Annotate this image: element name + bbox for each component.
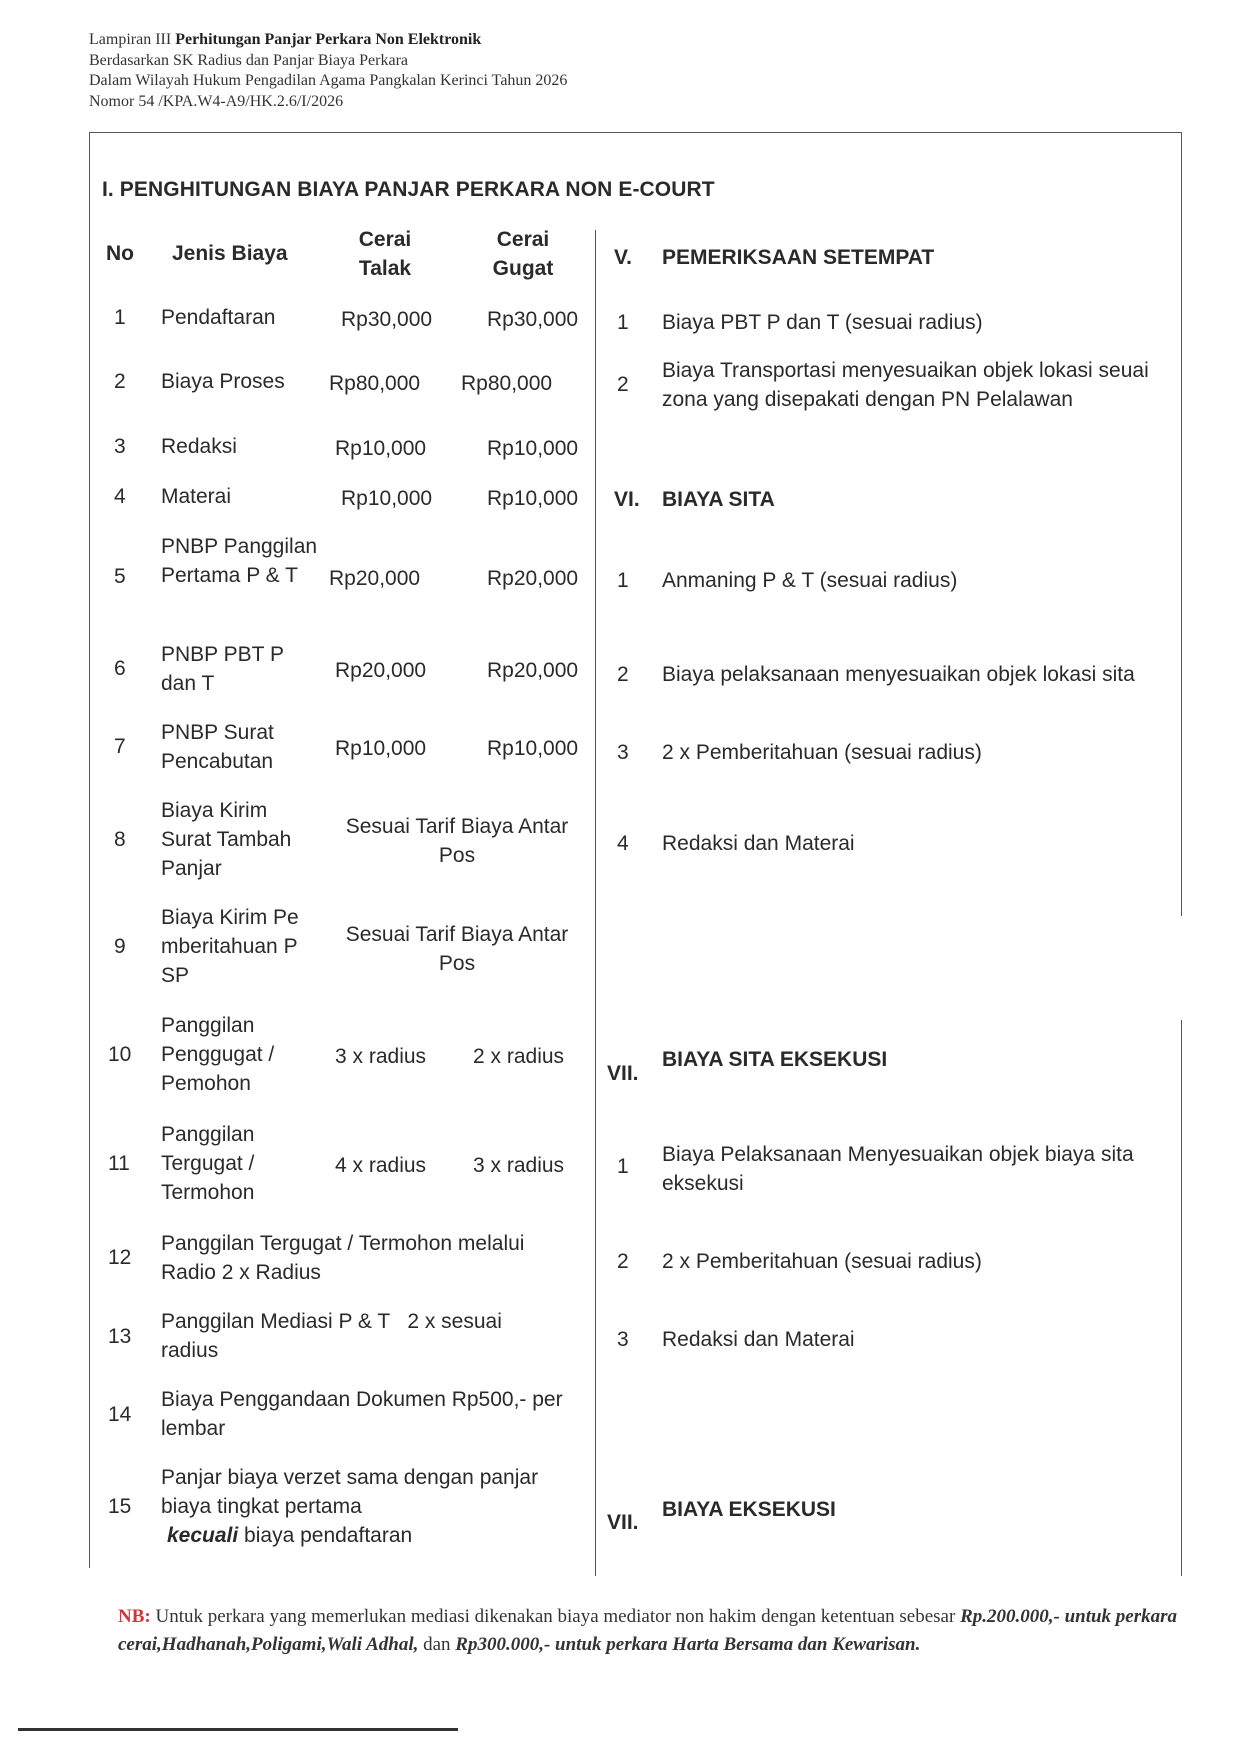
section-v-item-1-no: 1 — [617, 311, 629, 334]
row-2-jenis: Biaya Proses — [161, 370, 285, 393]
document-header — [89, 30, 567, 112]
section-v-numeral: V. — [614, 246, 632, 269]
row-7-gugat: Rp10,000 — [487, 737, 579, 760]
row-5-no: 5 — [114, 565, 126, 588]
row-2-gugat: Rp80,000 — [461, 372, 553, 395]
section-v-item-2-no: 2 — [617, 373, 629, 396]
section-vii-b-numeral: VII. — [607, 1511, 639, 1534]
row-6-no: 6 — [114, 657, 126, 680]
section-vi-item-2-no: 2 — [617, 663, 629, 686]
row-12-no: 12 — [108, 1246, 132, 1269]
row-1-jenis: Pendaftaran — [161, 306, 276, 329]
row-15-no: 15 — [108, 1495, 132, 1518]
header-title: Perhitungan Panjar Perkara Non Elektronik — [175, 31, 482, 48]
row-11-gugat: 3 x radius — [473, 1154, 565, 1177]
frame-right-border-lower — [1181, 1020, 1182, 1576]
section-vi-item-1-no: 1 — [617, 569, 629, 592]
row-11-jenis: Panggilan Tergugat / Termohon — [161, 1123, 255, 1204]
row-4-no: 4 — [114, 485, 126, 508]
row-9-jenis: Biaya Kirim Pemberitahuan PSP — [161, 906, 299, 987]
section-vi-item-2-text: Biaya pelaksanaan menyesuaikan objek lokasi sita — [662, 663, 1135, 686]
row-11-no: 11 — [108, 1152, 130, 1175]
section-title: I. PENGHITUNGAN BIAYA PANJAR PERKARA NON E-COURT — [102, 178, 715, 201]
section-vii-a-numeral: VII. — [607, 1062, 639, 1085]
footnote — [118, 1603, 1178, 1659]
row-9-no: 9 — [114, 935, 126, 958]
bottom-rule — [18, 1728, 458, 1731]
header-line-3: Dalam Wilayah Hukum Pengadilan Agama Pangkalan Kerinci Tahun 2026 — [89, 72, 568, 89]
section-v-title: PEMERIKSAAN SETEMPAT — [662, 246, 935, 269]
row-6-talak: Rp20,000 — [335, 659, 427, 682]
row-2-talak: Rp80,000 — [329, 372, 421, 395]
section-v-item-2-text: Biaya Transportasi menyesuaikan objek lokasi seuai zona yang disepakati dengan PN Pelalawan — [662, 359, 1149, 411]
row-12-text: Panggilan Tergugat / Termohon melalui Radio 2 x Radius — [161, 1232, 525, 1284]
row-5-jenis: PNBP Panggilan Pertama P & T — [161, 535, 318, 587]
row-6-jenis: PNBP PBT P dan T — [161, 643, 284, 695]
section-vi-item-4-text: Redaksi dan Materai — [662, 832, 855, 855]
footnote-label: NB: — [118, 1606, 151, 1627]
footnote-amount-1: Rp.200.000,- untuk perkara cerai,Hadhanah,Poligami,Wali Adhal, — [118, 1606, 1178, 1655]
row-8-merged: Sesuai Tarif Biaya Antar Pos — [345, 815, 569, 867]
section-vii-a-item-3-no: 3 — [617, 1328, 629, 1351]
section-vi-item-4-no: 4 — [617, 832, 629, 855]
row-7-talak: Rp10,000 — [335, 737, 427, 760]
row-3-talak: Rp10,000 — [335, 437, 427, 460]
row-10-talak: 3 x radius — [335, 1045, 427, 1068]
col-header-no: No — [106, 242, 134, 265]
section-v-item-1-text: Biaya PBT P dan T (sesuai radius) — [662, 311, 983, 334]
row-15-text — [161, 1463, 571, 1550]
section-vi-item-3-text: 2 x Pemberitahuan (sesuai radius) — [662, 741, 982, 764]
row-7-jenis: PNBP Surat Pencabutan — [161, 721, 274, 773]
row-13-text: Panggilan Mediasi P & T 2 x sesuai radius — [161, 1310, 508, 1362]
row-5-gugat: Rp20,000 — [487, 567, 579, 590]
footnote-amount-2: Rp300.000,- untuk perkara Harta Bersama dan Kewarisan. — [455, 1634, 921, 1655]
row-2-no: 2 — [114, 370, 126, 393]
row-4-talak: Rp10,000 — [341, 487, 433, 510]
row-3-jenis: Redaksi — [161, 435, 237, 458]
row-9-merged: Sesuai Tarif Biaya Antar Pos — [345, 923, 569, 975]
row-14-text: Biaya Penggandaan Dokumen Rp500,- per lembar — [161, 1388, 563, 1440]
header-line-1: Lampiran III Perhitungan Panjar Perkara Non Elektronik — [89, 31, 482, 48]
section-vi-item-1-text: Anmaning P & T (sesuai radius) — [662, 569, 958, 592]
row-5-talak: Rp20,000 — [329, 567, 421, 590]
row-1-no: 1 — [114, 306, 126, 329]
section-vii-a-item-1-text: Biaya Pelaksanaan Menyesuaikan objek biaya sita eksekusi — [662, 1143, 1134, 1195]
row-11-talak: 4 x radius — [335, 1154, 427, 1177]
frame-top-border — [89, 132, 1181, 133]
col-header-jenis: Jenis Biaya — [172, 242, 288, 265]
frame-right-border-upper — [1181, 132, 1182, 916]
footnote-text-2: dan — [418, 1634, 456, 1655]
footnote-text-1: Untuk perkara yang memerlukan mediasi dikenakan biaya mediator non hakim dengan ketentuan sebesar — [150, 1606, 956, 1627]
row-8-jenis: Biaya Kirim Surat Tambah Panjar — [161, 799, 292, 880]
col-header-talak: Cerai Talak — [358, 228, 412, 280]
row-7-no: 7 — [114, 735, 126, 758]
row-15-kecuali: kecuali — [167, 1524, 239, 1547]
section-vii-b-title: BIAYA EKSEKUSI — [662, 1498, 836, 1521]
section-vi-title: BIAYA SITA — [662, 488, 775, 511]
header-line-4: Nomor 54 /KPA.W4-A9/HK.2.6/I/2026 — [89, 92, 344, 110]
section-vi-item-3-no: 3 — [617, 741, 629, 764]
row-14-no: 14 — [108, 1403, 132, 1426]
row-13-no: 13 — [108, 1325, 132, 1348]
row-1-talak: Rp30,000 — [341, 308, 433, 331]
column-divider — [595, 230, 596, 1576]
section-vii-a-title: BIAYA SITA EKSEKUSI — [662, 1048, 888, 1071]
row-1-gugat: Rp30,000 — [487, 308, 579, 331]
row-10-jenis: Panggilan Penggugat / Pemohon — [161, 1014, 275, 1095]
section-vii-a-item-2-no: 2 — [617, 1250, 629, 1273]
row-4-gugat: Rp10,000 — [487, 487, 579, 510]
row-6-gugat: Rp20,000 — [487, 659, 579, 682]
frame-left-border — [89, 132, 90, 1568]
row-10-gugat: 2 x radius — [473, 1045, 565, 1068]
row-15-line1: Panjar biaya verzet sama dengan panjar biaya tingkat pertama — [161, 1466, 539, 1518]
section-vii-a-item-2-text: 2 x Pemberitahuan (sesuai radius) — [662, 1250, 982, 1273]
row-3-gugat: Rp10,000 — [487, 437, 579, 460]
section-vii-a-item-1-no: 1 — [617, 1155, 629, 1178]
header-line-2: Berdasarkan SK Radius dan Panjar Biaya Perkara — [89, 51, 409, 69]
row-4-jenis: Materai — [161, 485, 232, 508]
section-vii-a-item-3-text: Redaksi dan Materai — [662, 1328, 855, 1351]
col-header-gugat: Cerai Gugat — [492, 228, 554, 280]
row-10-no: 10 — [108, 1043, 132, 1066]
section-vi-numeral: VI. — [614, 488, 640, 511]
row-3-no: 3 — [114, 435, 126, 458]
row-8-no: 8 — [114, 828, 126, 851]
row-15-line2: kecuali biaya pendaftaran — [167, 1524, 413, 1547]
